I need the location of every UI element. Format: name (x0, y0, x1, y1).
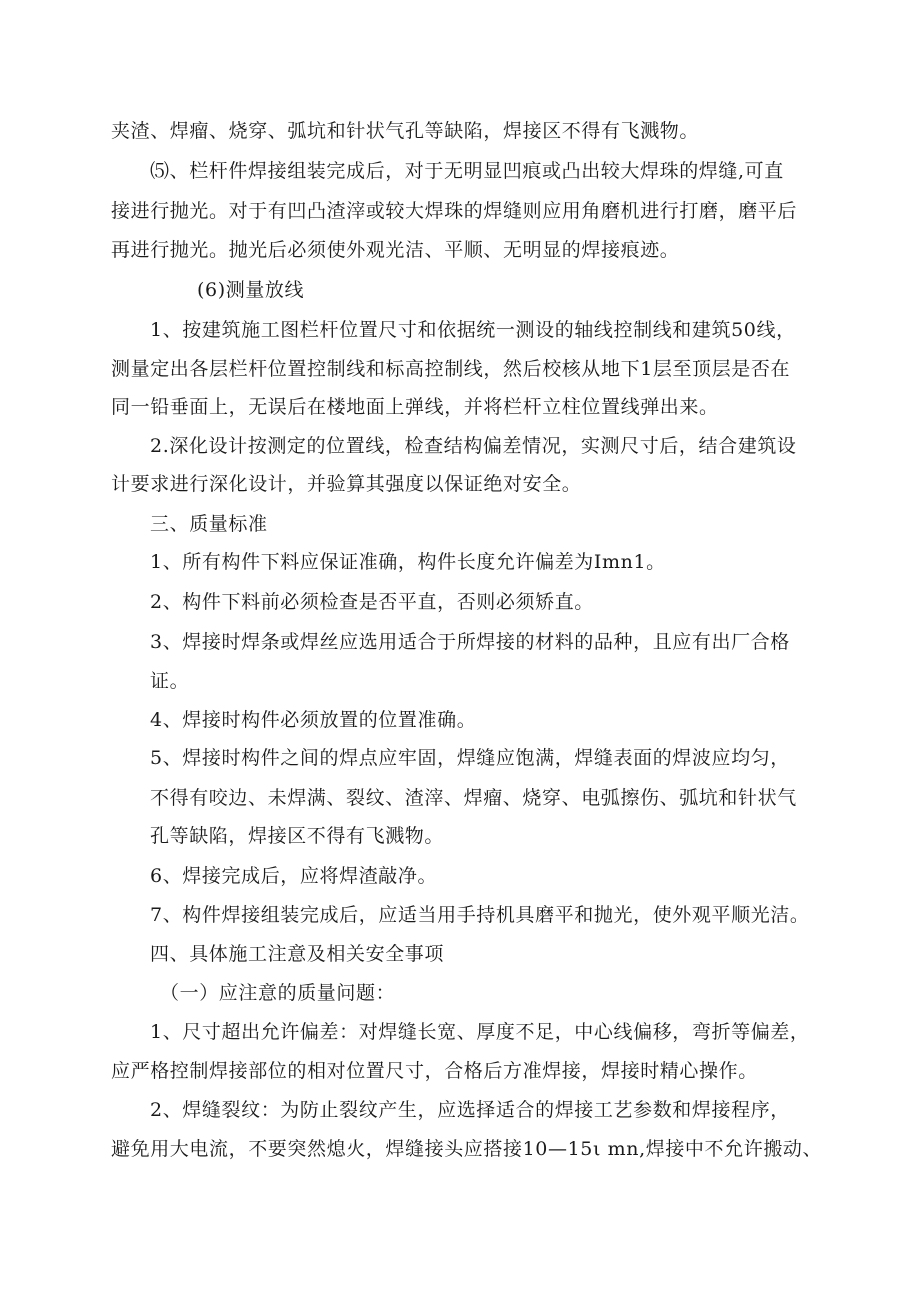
text-line: 不得有咬边、未焊满、裂纹、渣滓、焊瘤、烧穿、电弧擦伤、弧坑和针状气 (150, 787, 797, 809)
text-line: 6、焊接完成后，应将焊渣敲净。 (150, 865, 438, 887)
text-line: 4、焊接时构件必须放置的位置准确。 (150, 709, 477, 731)
text-line: 7、构件焊接组装完成后，应适当用手持机具磨平和抛光，使外观平顺光洁。 (150, 904, 810, 926)
text-line: 2、构件下料前必须检查是否平直，否则必须矫直。 (150, 591, 594, 613)
text-line: 再进行抛光。抛光后必须使外观光洁、平顺、无明显的焊接痕迹。 (111, 239, 680, 261)
text-line: ⑸、栏杆件焊接组装完成后，对于无明显凹痕或凸出较大焊珠的焊缝,可直 (150, 160, 784, 182)
text-line: 2、焊缝裂纹：为防止裂纹产生，应选择适合的焊接工艺参数和焊接程序， (150, 1099, 790, 1121)
text-line: 同一铅垂面上，无误后在楼地面上弹线，并将栏杆立柱位置线弹出来。 (111, 396, 719, 418)
text-line: 计要求进行深化设计，并验算其强度以保证绝对安全。 (111, 473, 582, 495)
text-line: 孔等缺陷，焊接区不得有飞溅物。 (150, 825, 445, 847)
text-line: 1、所有构件下料应保证准确，构件长度允许偏差为Imn1。 (150, 551, 666, 573)
text-line: 避免用大电流，不要突然熄火，焊缝接头应搭接10—15ι mn,焊接中不允许搬动、 (111, 1138, 823, 1160)
section-heading: (6)测量放线 (197, 279, 305, 301)
text-line: 测量定出各层栏杆位置控制线和标高控制线，然后校核从地下1层至顶层是否在 (111, 358, 791, 380)
text-line: 夹渣、焊瘤、烧穿、弧坑和针状气孔等缺陷，焊接区不得有飞溅物。 (111, 120, 700, 142)
text-line: 3、焊接时焊条或焊丝应选用适合于所焊接的材料的品种，且应有出厂合格 (150, 631, 790, 653)
text-line: 5、焊接时构件之间的焊点应牢固，焊缝应饱满，焊缝表面的焊波应均匀， (150, 747, 790, 769)
text-line: 证。 (150, 670, 190, 692)
text-line: 应严格控制焊接部位的相对位置尺寸，合格后方准焊接，焊接时精心操作。 (111, 1060, 758, 1082)
text-line: 接进行抛光。对于有凹凸渣滓或较大焊珠的焊缝则应用角磨机进行打磨，磨平后 (111, 200, 798, 222)
text-line: 1、按建筑施工图栏杆位置尺寸和依据统一测设的轴线控制线和建筑50线， (150, 319, 796, 341)
section-heading: 四、具体施工注意及相关安全事项 (150, 943, 445, 965)
text-line: 2.深化设计按测定的位置线，检查结构偏差情况，实测尺寸后，结合建筑设 (150, 435, 797, 457)
section-heading: 三、质量标准 (150, 513, 268, 535)
text-line: 1、尺寸超出允许偏差：对焊缝长宽、厚度不足，中心线偏移，弯折等偏差， (150, 1021, 810, 1043)
subsection-heading: （一）应注意的质量问题： (160, 982, 396, 1004)
